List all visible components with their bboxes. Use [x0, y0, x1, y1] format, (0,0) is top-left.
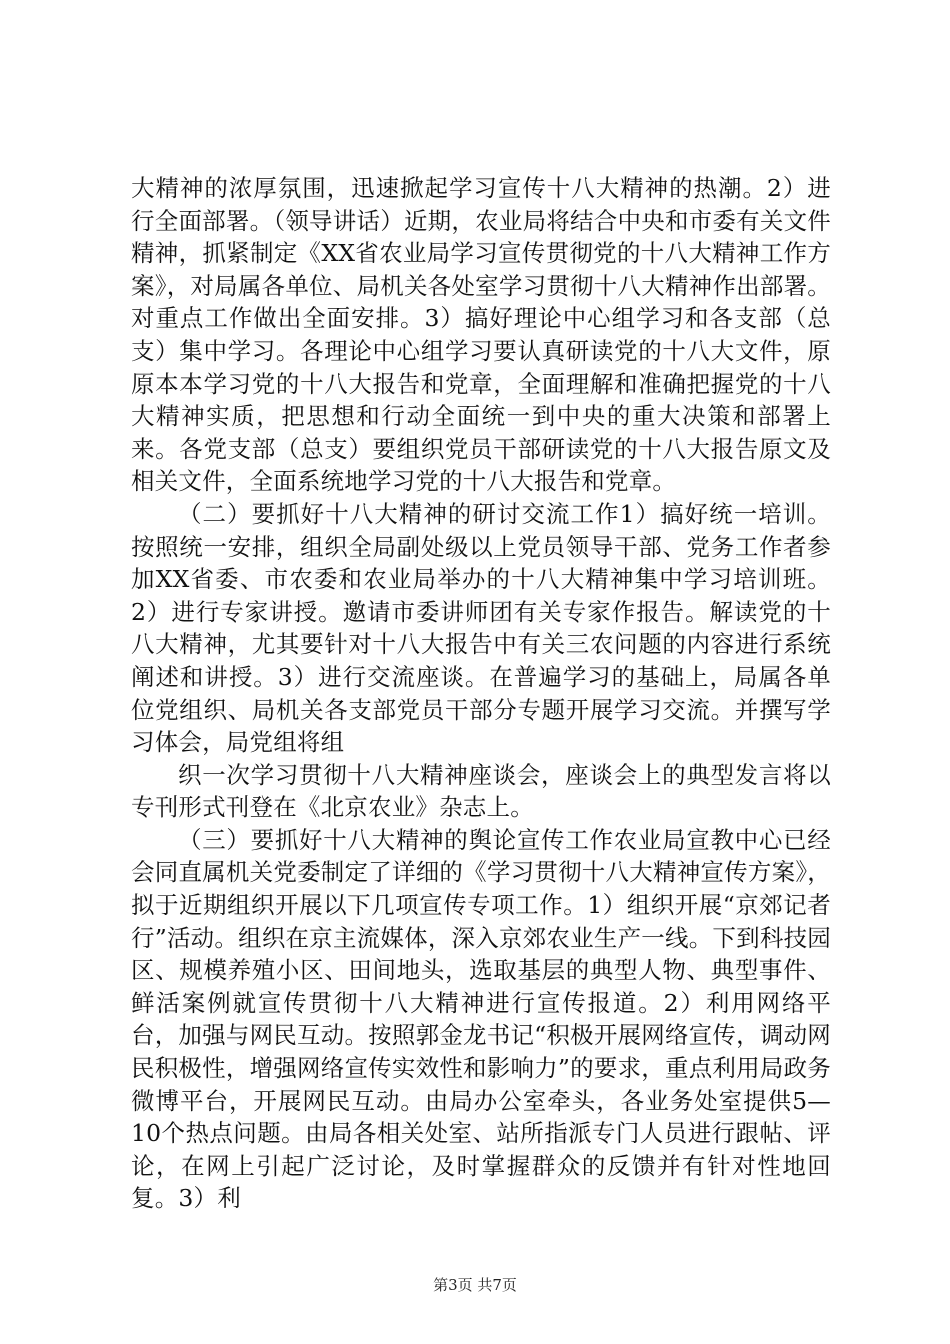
paragraph-continuation: 大精神的浓厚氛围，迅速掀起学习宣传十八大精神的热潮。2）进行全面部署。（领导讲话）近期，农业局将结合中央和市委有关文件精神，抓紧制定《XX省农业局学习宣传贯彻党的十八大精神工作方案》，对局属各单位、局机关各处室学习贯彻十八大精神作出部署。对重点工作做出全面安排。3）搞好理论中心组学习和各支部（总支）集中学习。各理论中心组学习要认真研读党的十八大文件，原原本本学习党的十八大报告和党章，全面理解和准确把握党的十八大精神实质，把思想和行动全面统一到中央的重大决策和部署上来。各党支部（总支）要组织党员干部研读党的十八大报告原文及相关文件，全面系统地学习党的十八大报告和党章。: [131, 174, 831, 496]
document-body: [131, 172, 831, 1215]
paragraph-section-2: （二）要抓好十八大精神的研讨交流工作1）搞好统一培训。按照统一安排，组织全局副处级以上党员领导干部、党务工作者参加XX省委、市农委和农业局举办的十八大精神集中学习培训班。2）进行专家讲授。邀请市委讲师团有关专家作报告。解读党的十八大精神，尤其要针对十八大报告中有关三农问题的内容进行系统阐述和讲授。3）进行交流座谈。在普遍学习的基础上，局属各单位党组织、局机关各支部党员干部分专题开展学习交流。并撰写学习体会，局党组将组: [131, 499, 831, 757]
paragraph-section-2-continued: 织一次学习贯彻十八大精神座谈会，座谈会上的典型发言将以专刊形式刊登在《北京农业》杂志上。: [131, 760, 831, 822]
page-number-footer: 第3页 共7页: [433, 1276, 517, 1294]
paragraph-section-3: （三）要抓好十八大精神的舆论宣传工作农业局宣教中心已经会同直属机关党委制定了详细的《学习贯彻十八大精神宣传方案》，拟于近期组织开展以下几项宣传专项工作。1）组织开展“京郊记者行”活动。组织在京主流媒体，深入京郊农业生产一线。下到科技园区、规模养殖小区、田间地头，选取基层的典型人物、典型事件、鲜活案例就宣传贯彻十八大精神进行宣传报道。2）利用网络平台，加强与网民互动。按照郭金龙书记“积极开展网络宣传，调动网民积极性，增强网络宣传实效性和影响力”的要求，重点利用局政务微博平台，开展网民互动。由局办公室牵头，各业务处室提供5—10个热点问题。由局各相关处室、站所指派专门人员进行跟帖、评论，在网上引起广泛讨论，及时掌握群众的反馈并有针对性地回复。3）利: [131, 825, 831, 1213]
